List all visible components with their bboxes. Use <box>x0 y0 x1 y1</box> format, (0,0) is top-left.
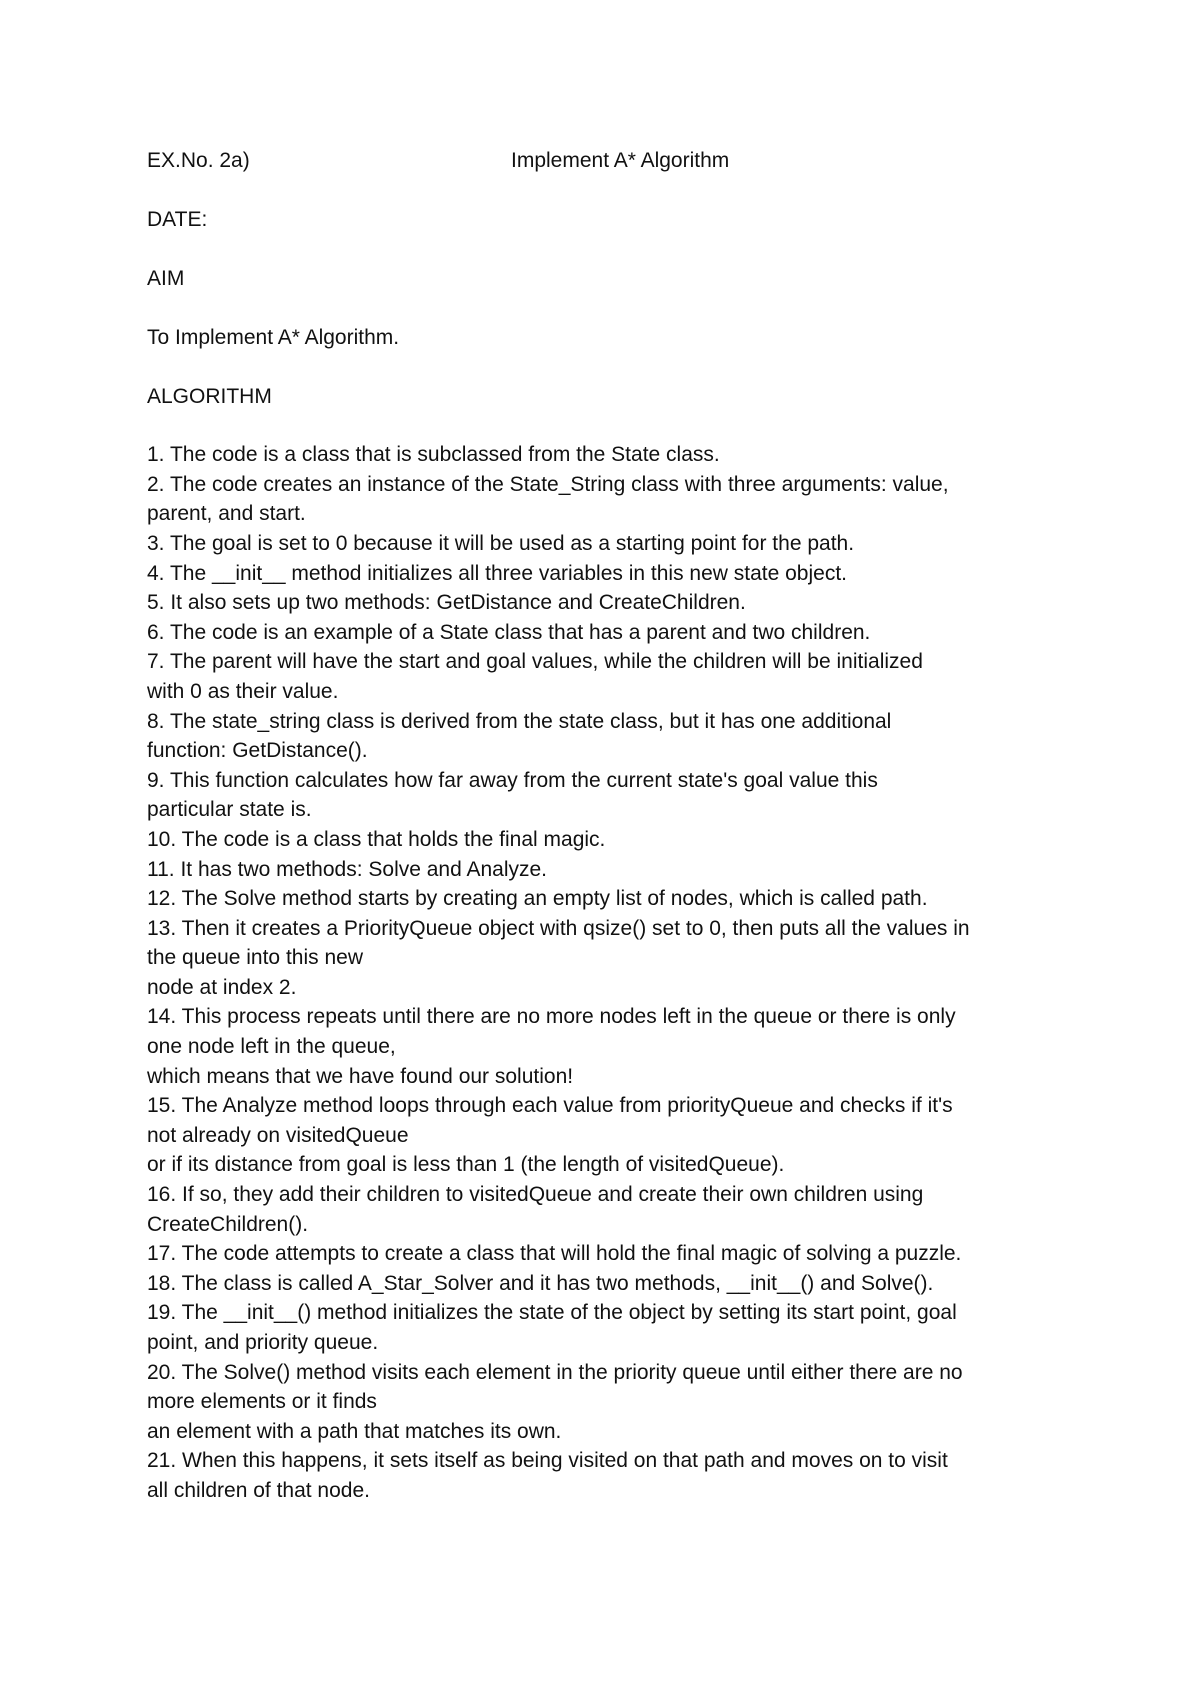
step-7: 7. The parent will have the start and goal values, while the children will be initialized with 0 as their value. <box>147 650 923 703</box>
step-4: 4. The __init__ method initializes all three variables in this new state object. <box>147 561 848 585</box>
step-21: 21. When this happens, it sets itself as being visited on that path and moves on to visit all children of that node. <box>147 1449 948 1502</box>
step-8: 8. The state_string class is derived from the state class, but it has one additional function: GetDistance(). <box>147 709 892 763</box>
step-13: 13. Then it creates a PriorityQueue object with qsize() set to 0, then puts all the values in the queue into this new node at index 2. <box>147 916 970 999</box>
algorithm-heading: ALGORITHM <box>147 384 272 408</box>
step-11: 11. It has two methods: Solve and Analyze. <box>147 857 548 881</box>
step-14: 14. This process repeats until there are no more nodes left in the queue or there is only one node left in the queue, which means that we have found our solution! <box>147 1005 956 1088</box>
step-18: 18. The class is called A_Star_Solver and it has two methods, __init__() and Solve(). <box>147 1271 934 1295</box>
step-15: 15. The Analyze method loops through each value from priorityQueue and checks if it's not already on visitedQueue or if its distance from goal is less than 1 (the length of visitedQueue). <box>147 1094 953 1177</box>
step-2: 2. The code creates an instance of the State_String class with three arguments: value, parent, and start. <box>147 472 949 526</box>
step-1: 1. The code is a class that is subclassed from the State class. <box>147 443 720 467</box>
step-17: 17. The code attempts to create a class that will hold the final magic of solving a puzzle. <box>147 1242 962 1266</box>
aim-heading: AIM <box>147 267 185 290</box>
document-title: Implement A* Algorithm <box>511 149 730 172</box>
document-page <box>147 146 1077 1506</box>
date-label: DATE: <box>147 208 208 231</box>
step-5: 5. It also sets up two methods: GetDistance and CreateChildren. <box>147 591 746 615</box>
header-row <box>147 146 1077 176</box>
step-3: 3. The goal is set to 0 because it will be used as a starting point for the path. <box>147 531 855 555</box>
step-10: 10. The code is a class that holds the final magic. <box>147 827 606 851</box>
aim-text: To Implement A* Algorithm. <box>147 326 400 349</box>
step-6: 6. The code is an example of a State class that has a parent and two children. <box>147 620 871 644</box>
algorithm-steps <box>147 440 1077 1505</box>
step-16: 16. If so, they add their children to visitedQueue and create their own children using CreateChildren(). <box>147 1183 924 1236</box>
step-12: 12. The Solve method starts by creating an empty list of nodes, which is called path. <box>147 887 928 911</box>
step-20: 20. The Solve() method visits each element in the priority queue until either there are no more elements or it finds an element with a path that matches its own. <box>147 1360 963 1443</box>
exercise-number: EX.No. 2a) <box>147 149 250 172</box>
step-9: 9. This function calculates how far away from the current state's goal value this particular state is. <box>147 768 878 822</box>
step-19: 19. The __init__() method initializes the state of the object by setting its start point, goal point, and priority queue. <box>147 1301 957 1354</box>
